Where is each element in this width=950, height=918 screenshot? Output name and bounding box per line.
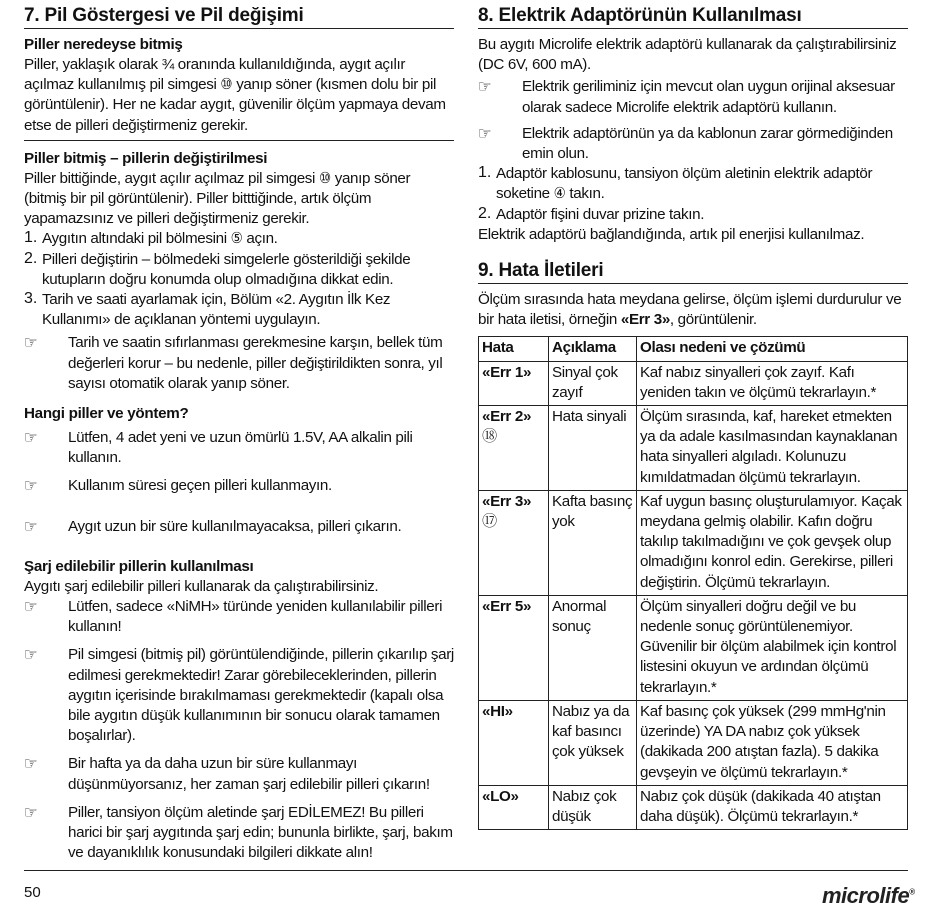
table-header-row [479, 337, 908, 361]
note-item: ☞ Lütfen, 4 adet yeni ve uzun ömürlü 1.5V, AA alkalin pili kullanın. [24, 428, 413, 467]
step-item: 2. Pilleri değiştirin – bölmedeki simgelerle gösterildiği şekilde kutupların doğru konumda olup olmadığına dikkat edin. [24, 249, 411, 288]
error-description: Kafta basınç yok [549, 490, 637, 595]
paragraph-batteries-low: Piller, yaklaşık olarak ¾ oranında kullanıldığında, aygıt açılır açılmaz kullanılmış pil simgesi ⑩ yanıp söner (kısmen dolu bir pil görüntülenir). Her ne kadar aygıt, güvenilir ölçüm yapmaya devam etse de pilleri değiştirmeniz gerekir. [24, 55, 454, 141]
section-9-title: 9. Hata İletileri [478, 255, 908, 284]
section-7-title: 7. Pil Göstergesi ve Pil değişimi [24, 0, 454, 29]
error-description: Hata sinyali [549, 406, 637, 491]
pointing-hand-icon: ☞ [24, 754, 38, 774]
note-item: ☞ Elektrik geriliminiz için mevcut olan uygun orijinal aksesuar olarak sadece Microlife elektrik adaptörü kullanın. [478, 77, 895, 116]
step-item: 1. Adaptör kablosunu, tansiyon ölçüm aletinin elektrik adaptör soketine ④ takın. [478, 164, 873, 203]
pointing-hand-icon: ☞ [24, 597, 38, 617]
pointing-hand-icon: ☞ [24, 476, 38, 496]
error-solution: Kaf basınç çok yüksek (299 mmHg'nin üzerinde) YA DA nabız çok yüksek (dakikada 200 atıştan fazla). 5 dakika gevşeyin ve ölçümü tekrarlayın.* [637, 700, 908, 785]
paragraph-errors: Ölçüm sırasında hata meydana gelirse, ölçüm işlemi durdurulur ve bir hata iletisi, örneğin «Err 3», görüntülenir. [478, 291, 902, 329]
error-code: «LO» [479, 785, 549, 829]
note-item: ☞ Tarih ve saatin sıfırlanması gerekmesine karşın, bellek tüm değerleri korur – bu nedenle, piller değiştirildikten sonra, yıl sayısı otomatik olarak yanıp söner. [24, 333, 443, 392]
table-header: Olası nedeni ve çözümü [637, 337, 908, 361]
table-row [479, 361, 908, 405]
error-code: «Err 3» ⑰ [479, 490, 549, 595]
page-number: 50 [24, 884, 41, 901]
error-table [478, 336, 908, 830]
note-item: ☞ Bir hafta ya da daha uzun bir süre kullanmayı düşünmüyorsanız, her zaman şarj edilebilir pilleri çıkarın! [24, 754, 430, 793]
section-8-title: 8. Elektrik Adaptörünün Kullanılması [478, 0, 908, 29]
table-header: Açıklama [549, 337, 637, 361]
error-code: «Err 2» ⑱ [479, 406, 549, 491]
error-code: «Err 1» [479, 361, 549, 405]
pointing-hand-icon: ☞ [24, 428, 38, 448]
paragraph-batteries-flat: Piller bittiğinde, aygıt açılır açılmaz pil simgesi ⑩ yanıp söner (bitmiş bir pil görüntülenir). Piller bitttiğinde, artık ölçüm yapamazsınız ve pilleri değiştirmeniz gerekir. [24, 169, 411, 228]
subheading-which-batteries: Hangi piller ve yöntem? [24, 405, 189, 423]
pointing-hand-icon: ☞ [478, 123, 492, 143]
error-description: Anormal sonuç [549, 595, 637, 700]
error-description: Sinyal çok zayıf [549, 361, 637, 405]
error-solution: Kaf uygun basınç oluşturulamıyor. Kaçak meydana gelmiş olabilir. Kafın doğru takılıp takılmadığını ve çok gevşek olup olmadığını konrol edin. Gerekirse, pilleri değiştirin. Ölçümü tekrarlayın. [637, 490, 908, 595]
subheading-rechargeable: Şarj edilebilir pillerin kullanılması [24, 557, 254, 575]
footer-rule [24, 870, 908, 871]
table-row [479, 700, 908, 785]
paragraph-adapter: Bu aygıtı Microlife elektrik adaptörü kullanarak da çalıştırabilirsiniz (DC 6V, 600 mA). [478, 36, 897, 74]
paragraph-rechargeable: Aygıtı şarj edilebilir pilleri kullanarak da çalıştırabilirsiniz. [24, 577, 379, 595]
error-solution: Nabız çok düşük (dakikada 40 atıştan daha düşük). Ölçümü tekrarlayın.* [637, 785, 908, 829]
error-code: «HI» [479, 700, 549, 785]
pointing-hand-icon: ☞ [24, 802, 38, 822]
table-row [479, 406, 908, 491]
note-item: ☞ Pil simgesi (bitmiş pil) görüntülendiğinde, pillerin çıkarılıp şarj edilmesi gerekmektedir! Zarar görebileceklerinden, pillerin aygıtın içerisinde bırakılmaması gerekmektedir (kapalı olsa bile aygıtın düşük kullanımının bir sonucu olarak tamamen boşalırlar). [24, 645, 454, 745]
subheading-batteries-low: Piller neredeyse bitmiş [24, 36, 183, 53]
note-item: ☞ Aygıt uzun bir süre kullanılmayacaksa, pilleri çıkarın. [24, 516, 402, 536]
error-solution: Kaf nabız sinyalleri çok zayıf. Kafı yeniden takın ve ölçümü tekrarlayın.* [637, 361, 908, 405]
table-row [479, 595, 908, 700]
error-code: «Err 5» [479, 595, 549, 700]
pointing-hand-icon: ☞ [24, 333, 38, 353]
paragraph-adapter-note: Elektrik adaptörü bağlandığında, artık pil enerjisi kullanılmaz. [478, 225, 865, 243]
pointing-hand-icon: ☞ [24, 516, 38, 536]
pointing-hand-icon: ☞ [478, 77, 492, 97]
microlife-logo: microlife® [822, 883, 915, 908]
step-item: 1. Aygıtın altındaki pil bölmesini ⑤ açın. [24, 229, 278, 248]
subheading-batteries-flat: Piller bitmiş – pillerin değiştirilmesi [24, 149, 268, 167]
note-item: ☞ Lütfen, sadece «NiMH» türünde yeniden kullanılabilir pilleri kullanın! [24, 597, 443, 636]
error-solution: Ölçüm sinyalleri doğru değil ve bu nedenle sonuç görüntülenemiyor. Güvenilir bir ölçüm alabilmek için kontrol listesini okuyun ve ardından ölçümü tekrarlayın.* [637, 595, 908, 700]
pointing-hand-icon: ☞ [24, 645, 38, 665]
table-row [479, 785, 908, 829]
table-row [479, 490, 908, 595]
note-item: ☞ Elektrik adaptörünün ya da kablonun zarar görmediğinden emin olun. [478, 123, 893, 163]
error-solution: Ölçüm sırasında, kaf, hareket etmekten ya da adale kasılmasından kaynaklanan hata sinyalleri algıladı. Kolunuzu kımıldatmadan ölçümü tekrarlayın. [637, 406, 908, 491]
step-item: 2. Adaptör fişini duvar prizine takın. [478, 204, 705, 223]
left-column [24, 0, 454, 864]
error-description: Nabız ya da kaf basıncı çok yüksek [549, 700, 637, 785]
error-description: Nabız çok düşük [549, 785, 637, 829]
step-item: 3. Tarih ve saati ayarlamak için, Bölüm «2. Aygıtın İlk Kez Kullanımı» de açıklanan yöntemi uygulayın. [24, 290, 391, 329]
table-header: Hata [479, 337, 549, 361]
right-column [478, 0, 908, 830]
note-item: ☞ Kullanım süresi geçen pilleri kullanmayın. [24, 476, 332, 496]
note-item: ☞ Piller, tansiyon ölçüm aletinde şarj EDİLEMEZ! Bu pilleri harici bir şarj aygıtında şarj edin; bununla birlikte, şarj, bakım ve dayanıklılık konusundaki bilgileri dikkate alın! [24, 802, 453, 862]
